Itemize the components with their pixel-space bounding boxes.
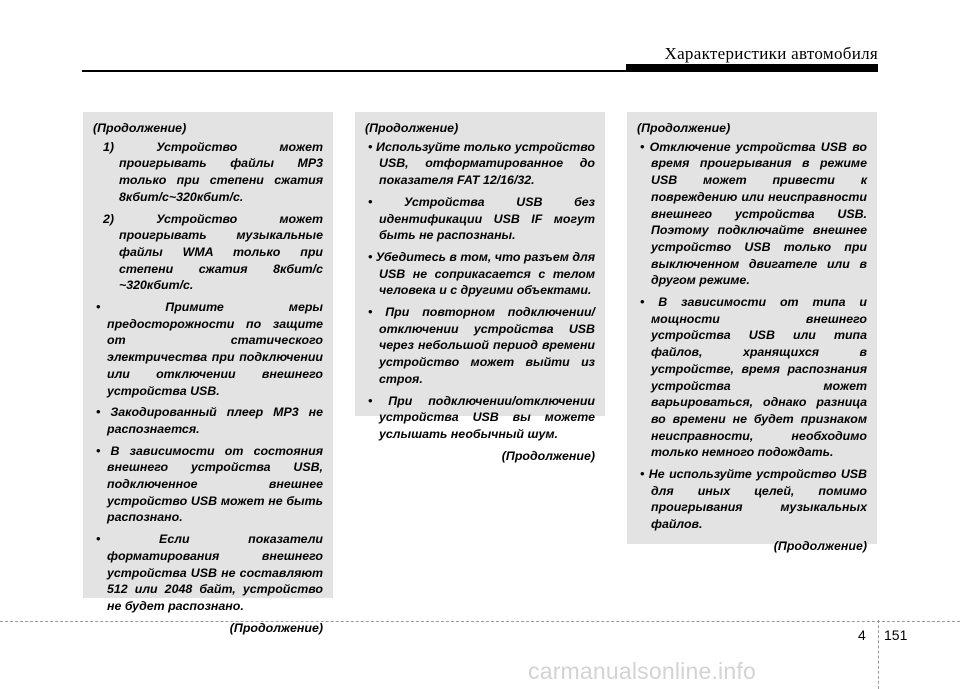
- content-panel-2: [355, 112, 605, 463]
- footer-vertical-divider: [878, 620, 879, 689]
- list-item: • Не используйте устройство USB для иных целей, помимо проигрывания музыкальных файлов.: [640, 467, 867, 532]
- content-panel-3: [627, 112, 877, 553]
- footer-divider: [0, 621, 960, 622]
- list-item: • Отключение устройства USB во время проигрывания в режиме USB может привести к повреждению или неисправности внешнего устройства USB. Поэтому подключайте внешнее устройство USB только при выключенном двигателе или в другом режиме.: [640, 139, 867, 288]
- list-item: • Устройства USB без идентификации USB IF могут быть не распознаны.: [368, 194, 595, 243]
- list-item: • Закодированный плеер MP3 не распознается.: [96, 405, 323, 436]
- list-item: • Если показатели форматирования внешнего устройства USB не составляют 512 или 2048 байт, устройство не будет распознано.: [96, 532, 323, 613]
- continued-footer: (Продолжение): [229, 620, 323, 635]
- page-header-title: Характеристики автомобиля: [664, 44, 878, 63]
- list-item: • В зависимости от состояния внешнего устройства USB, подключенное внешнее устройство USB может не быть распознано.: [96, 443, 324, 525]
- list-item: • При подключении/отключении устройства USB вы можете услышать необычный шум.: [368, 393, 595, 441]
- list-item: 1) Устройство может проигрывать файлы MP3 только при степени сжатия 8кбит/с~320кбит/с.: [103, 139, 323, 204]
- continued-heading: (Продолжение): [365, 121, 459, 135]
- list-item: • Убедитесь в том, что разъем для USB не соприкасается с телом человека и с другими объектами.: [368, 249, 595, 298]
- section-number: 4: [858, 627, 866, 643]
- list-item: 2) Устройство может проигрывать музыкальные файлы WMA только при степени сжатия 8кбит/с ~320кбит/с.: [103, 211, 323, 293]
- page-number: 151: [884, 627, 908, 643]
- continued-heading: (Продолжение): [93, 121, 187, 135]
- content-panel-1: [83, 112, 333, 635]
- list-item: • В зависимости от типа и мощности внешнего устройства USB или типа файлов, хранящихся в устройстве, время распознания устройства может варьироваться, однако разница во времени не будет признаком неисправности, необходимо только немного подождать.: [640, 295, 867, 460]
- list-item: • Примите меры предосторожности по защите от статического электричества при подключении или отключении внешнего устройства USB.: [96, 300, 323, 398]
- header-rule-accent: [626, 64, 878, 71]
- watermark: carmanualsonline.info: [528, 658, 756, 684]
- continued-footer: (Продолжение): [501, 448, 595, 463]
- continued-heading: (Продолжение): [637, 121, 731, 135]
- list-item: • При повторном подключении/отключении устройства USB через небольшой период времени устройство может выйти из строя.: [368, 305, 595, 386]
- list-item: • Используйте только устройство USB, отформатированное до показателя FAT 12/16/32.: [368, 139, 595, 188]
- continued-footer: (Продолжение): [773, 538, 867, 553]
